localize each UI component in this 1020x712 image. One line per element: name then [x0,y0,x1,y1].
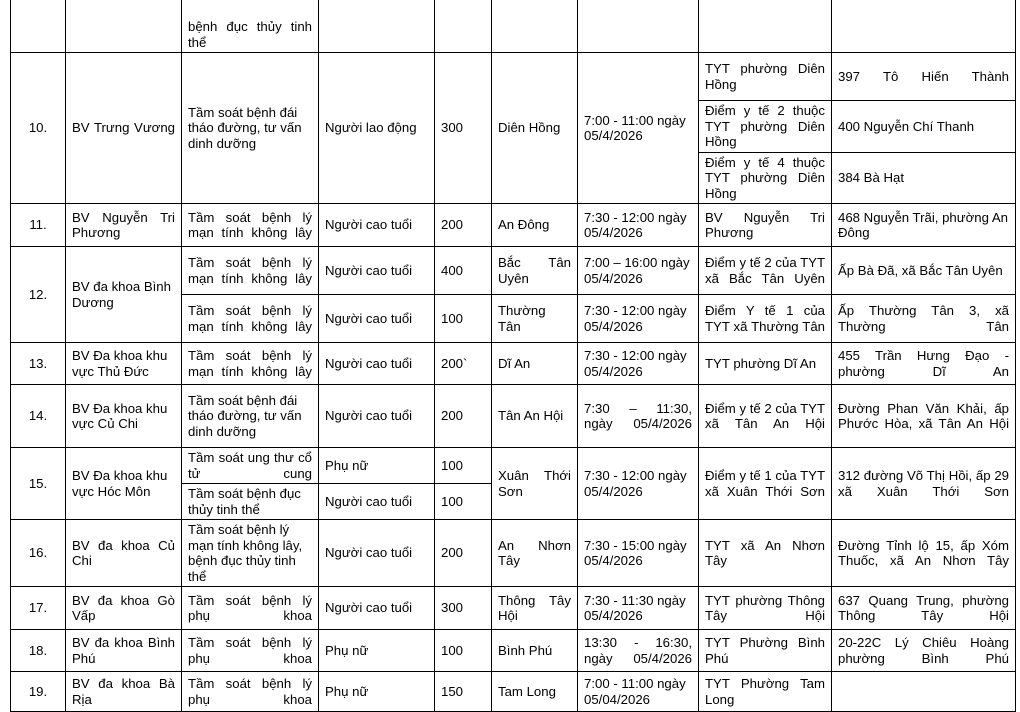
qty-cell: 300 [435,587,492,630]
stt-cell: 14. [11,385,66,448]
target-cell [319,0,435,53]
program-cell: Tầm soát bệnh đái tháo đường, tư vấn dinh dưỡng [182,53,319,204]
place-cell: TYT phường Dĩ An [699,343,832,385]
target-cell: Người cao tuổi [319,204,435,247]
ward-cell: Tam Long [492,672,578,712]
qty-cell: 200 [435,385,492,448]
program-cell: Tầm soát bệnh lý mạn tính không lây, bệnh đục thủy tinh thể [182,520,319,587]
target-cell: Người cao tuổi [319,247,435,295]
table-row [11,0,1016,53]
stt-cell: 18. [11,630,66,672]
time-cell: 7:00 - 11:00 ngày 05/04/2026 [578,672,699,712]
target-cell: Phụ nữ [319,448,435,484]
time-cell: 7:30 - 15:00 ngày 05/4/2026 [578,520,699,587]
place-cell: Điểm y tế 2 của TYT xã Tân An Hội [699,385,832,448]
table-row [11,520,1016,587]
ward-cell: An Nhơn Tây [492,520,578,587]
qty-cell: 300 [435,53,492,204]
address-cell: 455 Trần Hưng Đạo - phường Dĩ An [832,343,1016,385]
stt-cell: 15. [11,448,66,520]
hospital-cell: BV Đa khoa khu vực Củ Chi [66,385,182,448]
stt-cell: 12. [11,247,66,343]
target-cell: Người cao tuổi [319,587,435,630]
stt-cell [11,0,66,53]
ward-cell: Thông Tây Hội [492,587,578,630]
qty-cell [435,0,492,53]
address-cell: 637 Quang Trung, phường Thông Tây Hội [832,587,1016,630]
target-cell: Người cao tuổi [319,295,435,343]
program-cell: Tầm soát bệnh lý mạn tính không lây [182,204,319,247]
place-cell: TYT Phường Tam Long [699,672,832,712]
hospital-cell: BV đa khoa Củ Chi [66,520,182,587]
time-cell [578,0,699,53]
place-cell: TYT phường Thông Tây Hội [699,587,832,630]
table-row [11,587,1016,630]
target-cell: Phụ nữ [319,672,435,712]
address-cell [832,0,1016,53]
schedule-table [10,0,1016,712]
address-cell: Đường Phan Văn Khải, ấp Phước Hòa, xã Tân An Hội [832,385,1016,448]
table-row [11,204,1016,247]
target-cell: Người cao tuổi [319,343,435,385]
hospital-cell: BV đa khoa Gò Vấp [66,587,182,630]
ward-cell: Bình Phú [492,630,578,672]
ward-cell: Thường Tân [492,295,578,343]
address-cell: Ấp Bà Đã, xã Bắc Tân Uyên [832,247,1016,295]
qty-cell: 400 [435,247,492,295]
place-cell: BV Nguyễn Tri Phương [699,204,832,247]
table-row [11,385,1016,448]
address-cell: 20-22C Lý Chiêu Hoàng phường Bình Phú [832,630,1016,672]
qty-cell: 100 [435,448,492,484]
place-cell: Điểm Y tế 1 của TYT xã Thường Tân [699,295,832,343]
table-row [11,630,1016,672]
address-cell: Ấp Thường Tân 3, xã Thường Tân [832,295,1016,343]
program-cell: Tầm soát bệnh lý mạn tính không lây [182,247,319,295]
table-row [11,53,1016,101]
qty-cell: 200` [435,343,492,385]
place-cell: Điểm y tế 2 thuộc TYT phường Diên Hồng [699,101,832,153]
hospital-cell [66,0,182,53]
qty-cell: 200 [435,204,492,247]
program-cell: Tầm soát bệnh đục thủy tinh thể [182,484,319,520]
ward-cell: Tân An Hội [492,385,578,448]
qty-cell: 150 [435,672,492,712]
place-cell: Điểm y tế 4 thuộc TYT phường Diên Hồng [699,152,832,204]
place-cell: TYT phường Diên Hồng [699,53,832,101]
time-cell: 7:00 - 11:00 ngày 05/4/2026 [578,53,699,204]
place-cell: TYT xã An Nhơn Tây [699,520,832,587]
target-cell: Người cao tuổi [319,484,435,520]
program-cell: Tầm soát bệnh lý mạn tính không lây [182,295,319,343]
program-cell: Tầm soát bệnh lý phụ khoa [182,672,319,712]
time-cell: 7:30 - 12:00 ngày 05/4/2026 [578,295,699,343]
stt-cell: 11. [11,204,66,247]
table-row [11,448,1016,484]
address-cell: 397 Tô Hiến Thành [832,53,1016,101]
time-cell: 7:30 - 11:30 ngày 05/4/2026 [578,587,699,630]
ward-cell [492,0,578,53]
hospital-cell: BV đa khoa Bình Dương [66,247,182,343]
ward-cell: An Đông [492,204,578,247]
place-cell: Điểm y tế 2 của TYT xã Bắc Tân Uyên [699,247,832,295]
table-row [11,672,1016,712]
hospital-cell: BV đa khoa Bình Phú [66,630,182,672]
program-cell: Tầm soát bệnh lý mạn tính không lây [182,343,319,385]
address-cell [832,672,1016,712]
hospital-cell: BV Đa khoa khu vực Thủ Đức [66,343,182,385]
hospital-cell: BV Đa khoa khu vực Hóc Môn [66,448,182,520]
time-cell: 7:30 - 12:00 ngày 05/4/2026 [578,448,699,520]
table-row [11,247,1016,295]
stt-cell: 16. [11,520,66,587]
ward-cell: Bắc Tân Uyên [492,247,578,295]
table-row [11,343,1016,385]
qty-cell: 100 [435,630,492,672]
program-cell: Tầm soát ung thư cổ tử cung [182,448,319,484]
address-cell: 384 Bà Hạt [832,152,1016,204]
target-cell: Người lao động [319,53,435,204]
hospital-cell: BV đa khoa Bà Rịa [66,672,182,712]
time-cell: 7:00 – 16:00 ngày 05/4/2026 [578,247,699,295]
target-cell: Người cao tuổi [319,520,435,587]
program-cell: bệnh đục thủy tinh thể [182,0,319,53]
place-cell [699,0,832,53]
time-cell: 7:30 - 12:00 ngày 05/4/2026 [578,343,699,385]
address-cell: 400 Nguyễn Chí Thanh [832,101,1016,153]
stt-cell: 10. [11,53,66,204]
stt-cell: 13. [11,343,66,385]
target-cell: Phụ nữ [319,630,435,672]
ward-cell: Diên Hồng [492,53,578,204]
place-cell: Điểm y tế 1 của TYT xã Xuân Thới Sơn [699,448,832,520]
stt-cell: 19. [11,672,66,712]
hospital-cell: BV Nguyễn Tri Phương [66,204,182,247]
ward-cell: Xuân Thới Sơn [492,448,578,520]
hospital-cell: BV Trưng Vương [66,53,182,204]
address-cell: 312 đường Võ Thị Hồi, ấp 29 xã Xuân Thới Sơn [832,448,1016,520]
qty-cell: 200 [435,520,492,587]
qty-cell: 100 [435,295,492,343]
address-cell: 468 Nguyễn Trãi, phường An Đông [832,204,1016,247]
time-cell: 13:30 - 16:30, ngày 05/4/2026 [578,630,699,672]
program-cell: Tầm soát bệnh lý phụ khoa [182,587,319,630]
target-cell: Người cao tuổi [319,385,435,448]
qty-cell: 100 [435,484,492,520]
address-cell: Đường Tỉnh lộ 15, ấp Xóm Thuốc, xã An Nhơn Tây [832,520,1016,587]
ward-cell: Dĩ An [492,343,578,385]
place-cell: TYT Phường Bình Phú [699,630,832,672]
stt-cell: 17. [11,587,66,630]
program-cell: Tầm soát bệnh đái tháo đường, tư vấn dinh dưỡng [182,385,319,448]
time-cell: 7:30 - 12:00 ngày 05/4/2026 [578,204,699,247]
time-cell: 7:30 – 11:30, ngày 05/4/2026 [578,385,699,448]
program-cell: Tầm soát bệnh lý phụ khoa [182,630,319,672]
